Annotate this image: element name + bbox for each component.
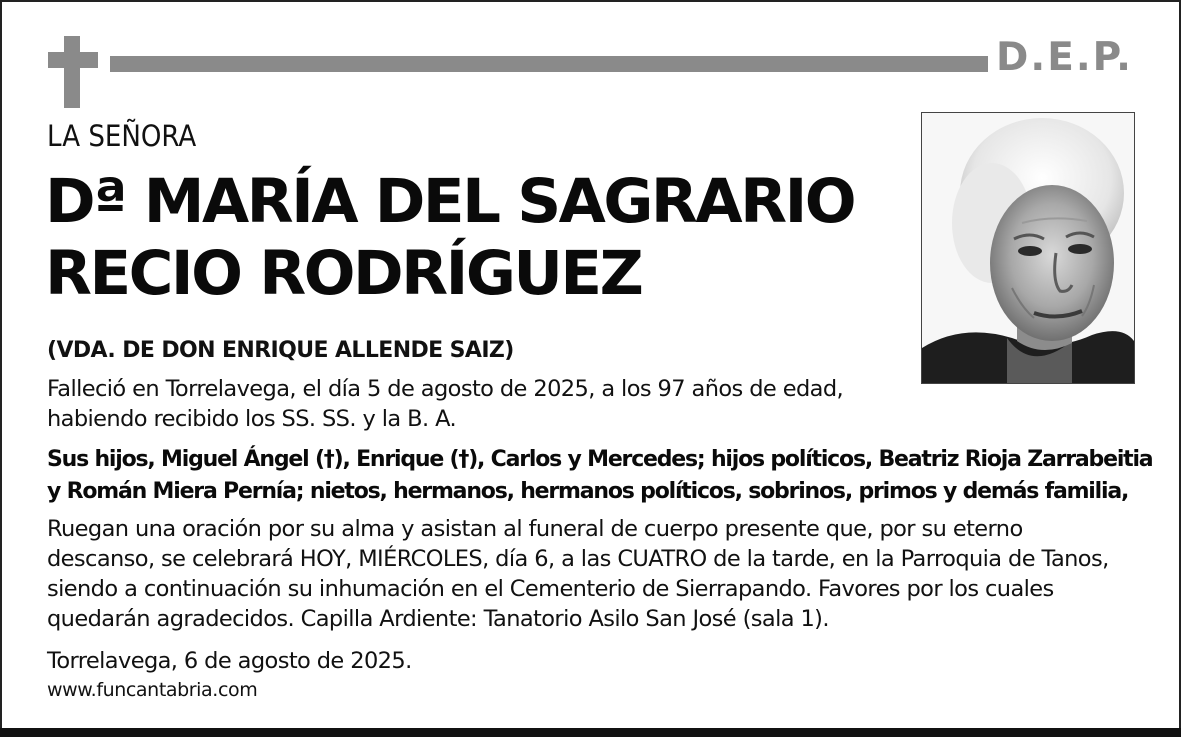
prayer-line: siendo a continuación su inhumación en el Cementerio de Sierrapando. Favores por los cuales	[47, 576, 1054, 602]
death-details	[47, 374, 843, 434]
funeral-details	[47, 514, 1109, 634]
family-line: y Román Miera Pernía; nietos, hermanos, hermanos políticos, sobrinos, primos y demás familia,	[47, 479, 1129, 504]
header-rule	[110, 56, 988, 72]
cross-vertical-bar	[64, 36, 80, 108]
death-line: Falleció en Torrelavega, el día 5 de agosto de 2025, a los 97 años de edad,	[47, 376, 844, 402]
intro-title: LA SEÑORA	[47, 119, 197, 153]
portrait-photo	[921, 112, 1135, 384]
place-date: Torrelavega, 6 de agosto de 2025.	[47, 648, 412, 674]
name-line: Dª MARÍA DEL SAGRARIO	[45, 166, 855, 237]
name-line: RECIO RODRÍGUEZ	[45, 238, 642, 309]
death-line: habiendo recibido los SS. SS. y la B. A.	[47, 406, 457, 432]
portrait-image	[922, 113, 1134, 383]
prayer-line: quedarán agradecidos. Capilla Ardiente: Tanatorio Asilo San José (sala 1).	[47, 606, 829, 632]
website-link[interactable]: www.funcantabria.com	[47, 679, 258, 701]
dep-label: D.E.P.	[996, 35, 1133, 80]
deceased-name	[45, 166, 854, 310]
prayer-line: Ruegan una oración por su alma y asistan al funeral de cuerpo presente que, por su eterno	[47, 516, 1023, 542]
cross-horizontal-bar	[48, 52, 98, 68]
family-line: Sus hijos, Miguel Ángel (†), Enrique (†), Carlos y Mercedes; hijos políticos, Beatriz Rioja Zarrabeitia	[47, 447, 1153, 472]
widow-of: (VDA. DE DON ENRIQUE ALLENDE SAIZ)	[47, 338, 514, 363]
family-list	[47, 444, 1152, 508]
prayer-line: descanso, se celebrará HOY, MIÉRCOLES, día 6, a las CUATRO de la tarde, en la Parroquia de Tanos,	[47, 546, 1109, 572]
bottom-border	[0, 728, 1181, 737]
